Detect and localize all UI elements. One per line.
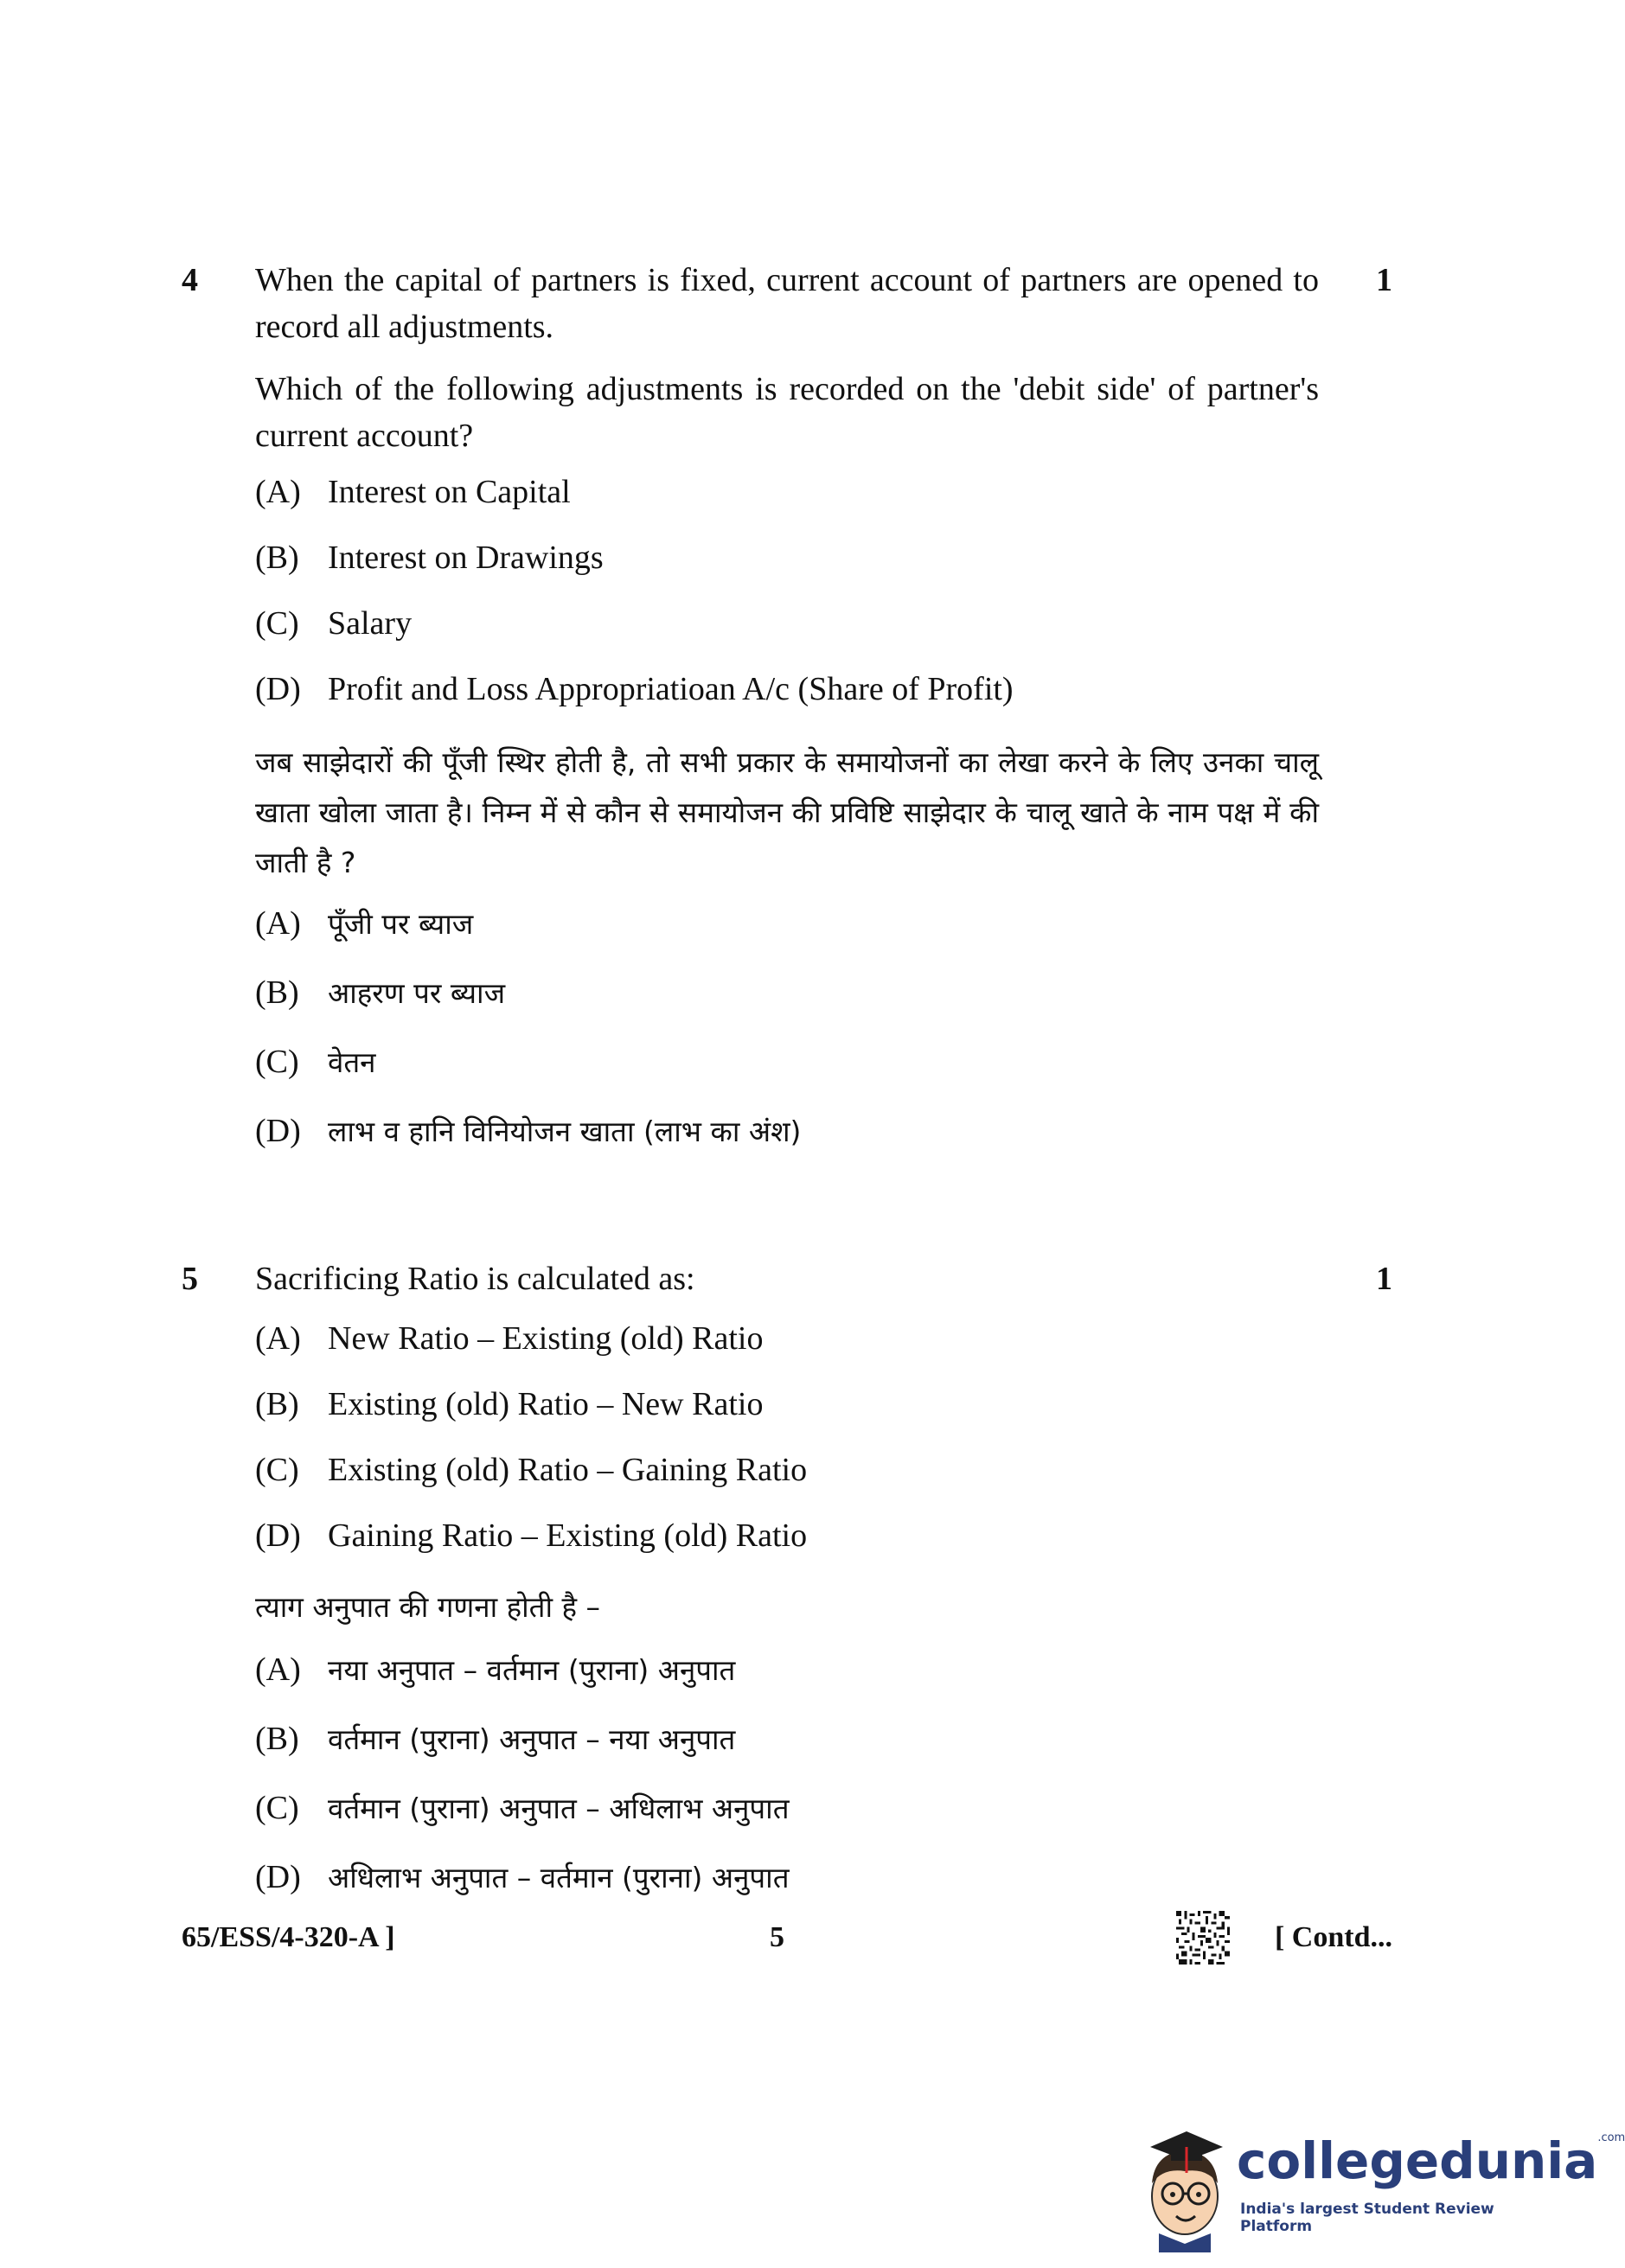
option-text: आहरण पर ब्याज <box>328 976 506 1010</box>
option-b <box>255 539 1319 604</box>
option-label: (C) <box>255 1044 299 1080</box>
option-d <box>255 1517 1319 1579</box>
question-text: When the capital of partners is fixed, current account of partners are opened to record all adjustments. <box>255 262 1319 345</box>
question-text-hindi: जब साझेदारों की पूँजी स्थिर होती है, तो सभी प्रकार के समायोजनों का लेखा करने के लिए उनका चालू खाता खोला जाता है। निम्न में से कौन से समायोजन की प्रविष्टि साझेदार के चालू खाते के नाम पक्ष में की जाती है ? <box>255 745 1319 879</box>
option-text: अधिलाभ अनुपात – वर्तमान (पुराना) अनुपात <box>328 1861 790 1894</box>
option-label: (A) <box>255 1320 301 1357</box>
option-b <box>255 1385 1319 1451</box>
brand-name: collegedunia$^{.com}$ <box>1237 2131 1625 2190</box>
option-text: Gaining Ratio – Existing (old) Ratio <box>328 1517 808 1554</box>
option-label: (D) <box>255 1113 301 1149</box>
student-mascot-icon <box>1133 2114 1237 2252</box>
option-label: (B) <box>255 1386 299 1422</box>
option-text: New Ratio – Existing (old) Ratio <box>328 1320 764 1357</box>
option-label: (D) <box>255 671 301 707</box>
option-b-hindi <box>255 1719 1319 1788</box>
option-a-hindi <box>255 1650 1319 1719</box>
option-label: (B) <box>255 1721 299 1757</box>
option-text: वेतन <box>328 1045 376 1079</box>
page-footer <box>182 1921 1392 1973</box>
option-label: (B) <box>255 974 299 1011</box>
option-c-hindi <box>255 1788 1319 1857</box>
option-a-hindi <box>255 904 1319 973</box>
question-text: Sacrificing Ratio is calculated as: <box>255 1261 695 1297</box>
option-b-hindi <box>255 973 1319 1042</box>
continued-label: [ Contd... <box>1274 1921 1392 1953</box>
option-text: Existing (old) Ratio – New Ratio <box>328 1386 764 1422</box>
option-label: (A) <box>255 905 301 942</box>
brand-tagline: India's largest Student Review Platform <box>1240 2201 1494 2235</box>
option-label: (D) <box>255 1517 301 1554</box>
question-prompt: Which of the following adjustments is recorded on the 'debit side' of partner's current account? <box>255 371 1319 454</box>
option-text: लाभ व हानि विनियोजन खाता (लाभ का अंश) <box>328 1115 802 1148</box>
question-marks: 1 <box>1376 262 1392 298</box>
option-label: (A) <box>255 1651 301 1688</box>
option-text: पूँजी पर ब्याज <box>328 907 474 941</box>
question-marks: 1 <box>1376 1261 1392 1297</box>
option-d <box>255 670 1319 732</box>
paper-code: 65/ESS/4-320-A ] <box>182 1921 395 1953</box>
option-label: (C) <box>255 605 299 642</box>
question-text-hindi: त्याग अनुपात की गणना होती है – <box>255 1590 601 1624</box>
page-number: 5 <box>770 1921 784 1953</box>
option-label: (B) <box>255 540 299 576</box>
option-c <box>255 1451 1319 1517</box>
option-text: वर्तमान (पुराना) अनुपात – नया अनुपात <box>328 1722 736 1756</box>
qr-code-icon <box>1176 1911 1230 1965</box>
option-c-hindi <box>255 1042 1319 1111</box>
question-4 <box>182 257 1392 1173</box>
option-text: नया अनुपात – वर्तमान (पुराना) अनुपात <box>328 1653 736 1687</box>
option-text: Salary <box>328 605 413 642</box>
option-label: (A) <box>255 474 301 510</box>
question-number: 5 <box>182 1261 198 1297</box>
option-text: वर्तमान (पुराना) अनुपात – अधिलाभ अनुपात <box>328 1792 790 1825</box>
option-text: Profit and Loss Appropriatioan A/c (Share of Profit) <box>328 671 1014 707</box>
option-d-hindi <box>255 1857 1319 1926</box>
option-d-hindi <box>255 1111 1319 1180</box>
option-text: Interest on Drawings <box>328 540 604 576</box>
question-body <box>255 257 1319 1180</box>
option-text: Interest on Capital <box>328 474 571 510</box>
option-label: (D) <box>255 1859 301 1895</box>
option-text: Existing (old) Ratio – Gaining Ratio <box>328 1452 808 1488</box>
option-label: (C) <box>255 1452 299 1488</box>
collegedunia-logo <box>1133 2114 1625 2252</box>
option-a <box>255 1319 1319 1385</box>
question-5 <box>182 1255 1392 1913</box>
option-c <box>255 604 1319 670</box>
option-a <box>255 473 1319 539</box>
option-label: (C) <box>255 1790 299 1826</box>
question-number: 4 <box>182 262 198 298</box>
question-body <box>255 1255 1319 1926</box>
